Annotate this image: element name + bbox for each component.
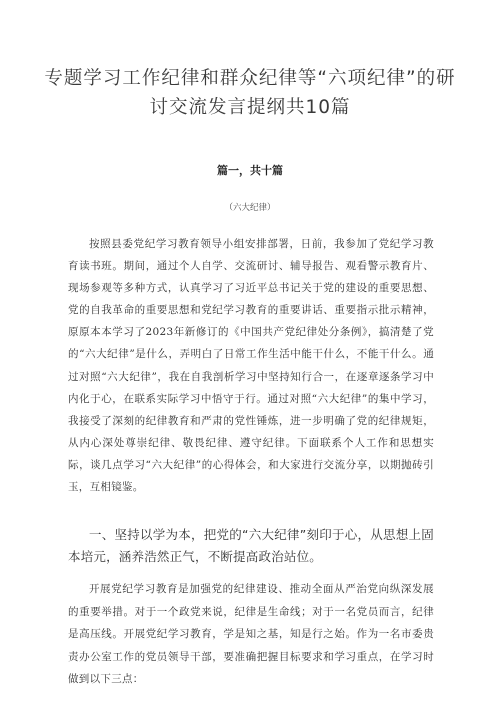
paragraph-heading-one: 一、坚持以学为本，把党的“六大纪律”刻印于心，从思想上固本培元，涵养浩然正气，不断提高政治站位。 bbox=[68, 527, 434, 564]
section-heading: 篇一，共十篇 bbox=[217, 164, 283, 177]
document-title: 专题学习工作纪律和群众纪律等“六项纪律”的研讨交流发言提纲共10篇 bbox=[44, 68, 456, 118]
paragraph-intro: 按照县委党纪学习教育领导小组安排部署，日前，我参加了党纪学习教育读书班。期间，通过个人自学、交流研讨、辅导报告、观看警示教育片、现场参观等多种方式，认真学习了习近平总书记关于党的建设的重要思想、党的自我革命的重要思想和党纪学习教育的重要讲话、重要指示批示精神，原原本本学习了2023年新修订的《中国共产党纪律处分条例》，搞清楚了党的“六大纪律”是什么，弄明白了日常工作生活中能干什么，不能干什么。通过对照“六大纪律”，我在自我剖析学习中坚持知行合一，在逐章逐条学习中内化于心，在联系实际学习中悟守于行。通过对照“六大纪律”的集中学习，我接受了深刻的纪律教育和严肃的党性锤炼，进一步明确了党的纪律规矩，从内心深处尊崇纪律、敬畏纪律、遵守纪律。下面联系个人工作和思想实际，谈几点学习“六大纪律”的心得体会，和大家进行交流分享，以期抛砖引玉，互相镜鉴。 bbox=[68, 238, 434, 494]
section-subtitle: （六大纪律） bbox=[224, 203, 276, 213]
paragraph-body: 开展党纪学习教育是加强党的纪律建设、推动全面从严治党向纵深发展的重要举措。对于一个政党来说，纪律是生命线；对于一名党员而言，纪律是高压线。开展党纪学习教育，学是知之基，知是行之始。作为一名市委贵责办公室工作的党员领导干部，要准确把握目标要求和学习重点，在学习时做到以下三点： bbox=[68, 583, 434, 685]
